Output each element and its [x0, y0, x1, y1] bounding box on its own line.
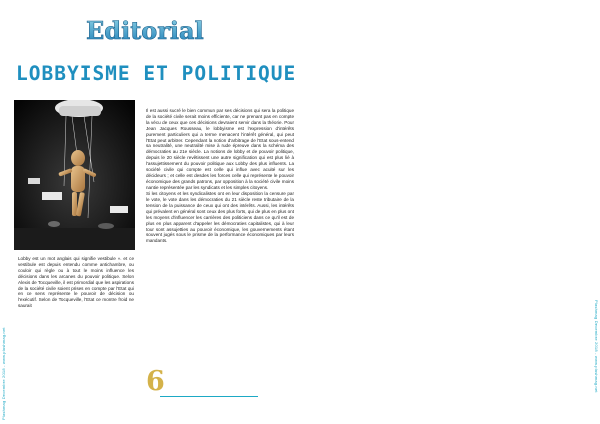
section-header: [84, 14, 204, 46]
right-page: [300, 0, 600, 424]
paragraph: Il est aussi sucré le bien commun par ses décisions qui sera la politique de la société civile serait moins efficiente, car ne prenant pas en compte la vécu de ceux que ces décisions devraient servir dans la théorie. Pour Jean Jacques Rousseau, le lobbyisme est l'expression d'intérêts purement particuliers qui a terme menacent l'intérêt général, qui peut l'Etat peut arbitrer. Cependant la notion d'arbitrage de l'Etat sous-entend sa neutralité, une neutralité mise à rude épreuve dans la schéma des démocraties au 21e siècle. La notions de lobby et de pouvoir politique, depuis le 20 siècle revêtissent une autre signification qui est plus lié à l'assujettissement du pouvoir politique aux Lobby des plus influents. La société civile qui compte est celle qui influe avec acuité sur les décideurs ; et celle est desdes les forces celle qui représente le pouvoir économique des grands patrons, par opposition à la société civile moins nantie représentée par les syndicats et les simples citoyens.: [146, 108, 294, 190]
page-number-rule: [160, 396, 258, 397]
section-title: Editorial: [86, 16, 204, 45]
puppet-illustration: [14, 100, 135, 250]
paragraph: Lobby est un mot anglais qui signifie vestibule ». et ce vestibule est depuis entendu comme antichambre, ou couloir qui règle ou à tout le moins influence les décisions dans les arcanes du pouvoir politique. Selon Alexis de Tocqueville, il est primordial que les aspirations de la société civile soient prises en compte par l'Etat qui en ce sens représente le pouvoir de décision ou l'exécutif. Selon de Tocqueville, l'Etat ce montre froid ne saurait: [18, 256, 134, 309]
paragraph: Si les citoyens et les syndicalistes ont en leur disposition la censure par le vote, le vote dans les démocraties du 21 siècle reste tributaire de la tension de la puissance de ceux qui ont des intérêts. Aussi, les intérêts qui prévalent en général sont ceux des plus forts, qui de plus en plus ont les moyens d'influencer les carrières des politiciens dans ce qu'il est de plus en plus apparent d'appeler les démocraties capitalistes, qui à leur tour sont assujetties au pouvoir économique, les gouvernements étant souvent jugés sous le prisme de la performance économiques par leurs mandants.: [146, 191, 294, 244]
page-number-left: 6: [146, 366, 165, 397]
section-header-graphic: [84, 14, 204, 46]
article-title: LOBBYISME ET POLITIQUE: [16, 62, 297, 85]
side-credit-left: Plashmag Decembre 2018 - www.plashmag.net: [1, 327, 6, 420]
puppet-image: [14, 100, 135, 250]
article-column-1: [146, 108, 294, 245]
side-credit-right: Plashmag Decembre 2018 - www.plashmag.net: [594, 300, 599, 393]
article-column-intro: [18, 256, 134, 310]
